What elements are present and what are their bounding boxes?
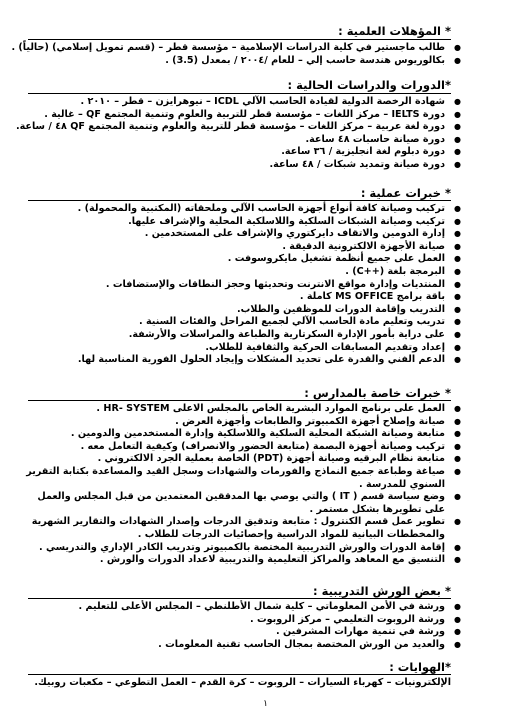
list-item: ● التدريب وإقامة الدورات للموظفين والطلاب. — [20, 304, 461, 317]
hobbies-text: الإلكترونيات – كهرباء السيارات – الروبوت – كرة القدم – العمل التطوعي – مكعبات روبيك. — [34, 677, 451, 688]
list-item: ● ورشة الروبوت التعليمي – مركز الروبوت . — [20, 614, 461, 627]
experience-rule — [28, 200, 451, 201]
experience-heading: * خبرات عملية : — [360, 186, 451, 200]
list-item: ● التنسيق مع المعاهد والمراكز التعليمية والتدريبية لاعداد الدورات والورش . — [20, 554, 461, 567]
list-item: ● تركيب وصيانة أجهزة البصمة (متابعة الحضور والانصراف) وكيفية التعامل معه . — [20, 441, 461, 454]
list-item: ● تركيب وصيانة كافة أنواع أجهزة الحاسب الآلي وملحقاته (المكتبية والمحمولة) . — [20, 203, 461, 216]
hobbies-rule — [28, 674, 451, 675]
list-item: ● البرمجة بلغة (++C) . — [20, 266, 461, 279]
list-item: ● والعديد من الورش المختصة بمجال الحاسب تقنية المعلومات . — [20, 639, 461, 652]
list-item: ● ورشة في تنمية مهارات المشرفين . — [20, 626, 461, 639]
list-item: ● تطوير عمل قسم الكنترول : متابعة وتدقيق الدرجات وإصدار الشهادات والتقارير الشهرية والمخططات البيانية للمواد الدراسية وإحصائيات الدرجات للطلاب . — [20, 516, 461, 541]
list-item: ● الدعم الفني والقدرة على تحديد المشكلات وإيجاد الحلول الفورية المناسبة لها. — [20, 354, 461, 367]
list-item: ● ورشة في الأمن المعلوماتي – كلية شمال الأطلنطي – المجلس الأعلى للتعليم . — [20, 601, 461, 614]
school-heading: * خبرات خاصة بالمدارس : — [304, 386, 451, 400]
list-item: ● صياغة وطباعة جميع النماذج والفورمات والشهادات وسجل القيد والمساعدة بكتابة التقرير السنوي للمدرسة . — [20, 466, 461, 491]
list-item: ● تدريب وتعليم مادة الحاسب الآلي لجميع المراحل والفئات السنية . — [20, 316, 461, 329]
hobbies-heading: *الهوايات : — [389, 660, 451, 674]
list-item: ● دورة صيانة حاسبات ٤٨ ساعة. — [20, 134, 461, 147]
list-item: ● متابعة نظام البرقيه وصيانة أجهزة (PDT) الخاصة بعملية الجرد الالكتروني . — [20, 453, 461, 466]
list-item: ● شهادة الرخصة الدولية لقيادة الحاسب الآلي ICDL – نيوهرايزن – قطر – ٢٠١٠ . — [20, 96, 461, 109]
list-item: ● تركيب وصيانة الشبكات السلكية واللاسلكية المحلية والإشراف عليها. — [20, 216, 461, 229]
list-item: ● وضع سياسة قسم ( IT ) والتي يوصي بها المدققين المعتمدين من قبل المجلس والعمل على تطويرها بشكل مستمر . — [20, 491, 461, 516]
qualifications-list — [11, 42, 461, 67]
school-rule — [28, 400, 451, 401]
list-item: ● بكالوريوس هندسة حاسب إلي – للعام /٢٠٠٤ / بمعدل (3.5) . — [20, 55, 461, 68]
list-item: ● صيانة الأجهزة الالكترونية الدقيقة . — [20, 241, 461, 254]
list-item: ● على دراية بأمور الإدارة السكرتارية والطباعة والمراسلات والأرشفة. — [20, 329, 461, 342]
school-list — [20, 403, 461, 567]
list-item: ● إدارة الدومين والاتقاف دايركتوري والإشراف على المستخدمين . — [20, 228, 461, 241]
workshops-list — [20, 601, 461, 651]
qualifications-heading: * المؤهلات العلمية : — [338, 24, 451, 38]
list-item: ● العمل على برنامج الموارد البشرية الخاص بالمجلس الاعلى HR- SYSTEM . — [20, 403, 461, 416]
list-item: ● المنتديات وإدارة مواقع الانترنت وتحديثها وحجز النطاقات والإستضافات . — [20, 279, 461, 292]
courses-list — [15, 96, 461, 172]
list-item: ● إقامة الدورات والورش التدريبية المختصة بالكمبيوتر وتدريب الكادر الإداري والتدريسي . — [20, 542, 461, 555]
list-item: ● طالب ماجستير في كلية الدراسات الإسلامية – مؤسسة قطر – (قسم تمويل إسلامي) (حالياً) . — [20, 42, 461, 55]
workshops-rule — [28, 598, 451, 599]
list-item: ● دورة لغة عربية – مركز اللغات – مؤسسة قطر للتربية والعلوم وتنمية المجتمع QF ٤٨ / ساعة. — [20, 121, 461, 134]
workshops-heading: * بعض الورش التدريبية : — [313, 584, 451, 598]
qualifications-rule — [28, 39, 451, 40]
list-item: ● العمل على جميع أنظمة تشغيل مايكروسوفت . — [20, 253, 461, 266]
experience-list — [20, 203, 461, 367]
list-item: ● متابعة وصيانة الشبكة المحلية السلكية واللاسلكية وإدارة المستخدمين والدومين . — [20, 428, 461, 441]
list-item: ● صيانة وإصلاح أجهزة الكمبيوتر والطابعات وأجهزة العرض . — [20, 416, 461, 429]
courses-rule — [28, 93, 451, 94]
list-item: ● دورة دبلوم لغة انجليزية / ٣٦ ساعة. — [20, 146, 461, 159]
list-item: ● دورة صيانة وتمديد شبكات / ٤٨ ساعة. — [20, 159, 461, 172]
page-number: ١ — [263, 699, 268, 709]
courses-heading: *الدورات والدراسات الحالية : — [287, 78, 451, 92]
list-item: ● باقة برامج MS OFFICE كاملة . — [20, 291, 461, 304]
list-item: ● دورة IELTS – مركز اللغات – مؤسسة قطر للتربية والعلوم وتنمية المجتمع QF – غالية . — [20, 109, 461, 122]
list-item: ● إعداد وتقديم المسابقات الحركية والثقافية للطلاب. — [20, 342, 461, 355]
